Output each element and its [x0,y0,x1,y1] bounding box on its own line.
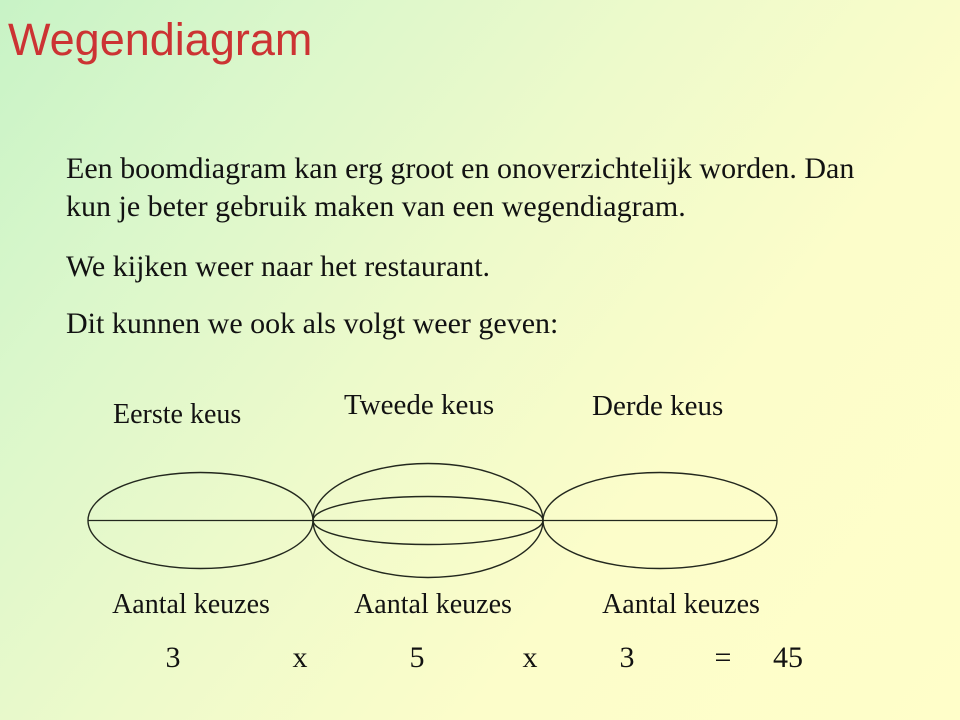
body-paragraph3: Dit kunnen we ook als volgt weer geven: [66,307,559,340]
equation-result: 45 [773,641,803,674]
equation-equals-sign: = [714,641,732,674]
count-label-stage2: Aantal keuzes [354,589,512,620]
slide-title: Wegendiagram [8,14,313,65]
equation-factor1: 3 [165,641,181,674]
column-label-tweede-keus: Tweede keus [344,389,495,421]
count-label-stage3: Aantal keuzes [602,589,760,620]
equation-operator2: x [522,641,538,674]
column-label-derde-keus: Derde keus [592,390,724,422]
body-paragraph2: We kijken weer naar het restaurant. [66,250,491,283]
equation-operator1: x [292,641,308,674]
equation-factor2: 5 [409,641,425,674]
column-label-eerste-keus: Eerste keus [113,399,242,430]
wegendiagram-paths-diagram [70,450,800,595]
body-paragraph1-line2: kun je beter gebruik maken van een wegendiagram. [66,190,686,223]
count-label-stage1: Aantal keuzes [112,589,270,620]
equation-factor3: 3 [619,641,635,674]
body-paragraph1-line1: Een boomdiagram kan erg groot en onoverzichtelijk worden. Dan [66,152,855,185]
